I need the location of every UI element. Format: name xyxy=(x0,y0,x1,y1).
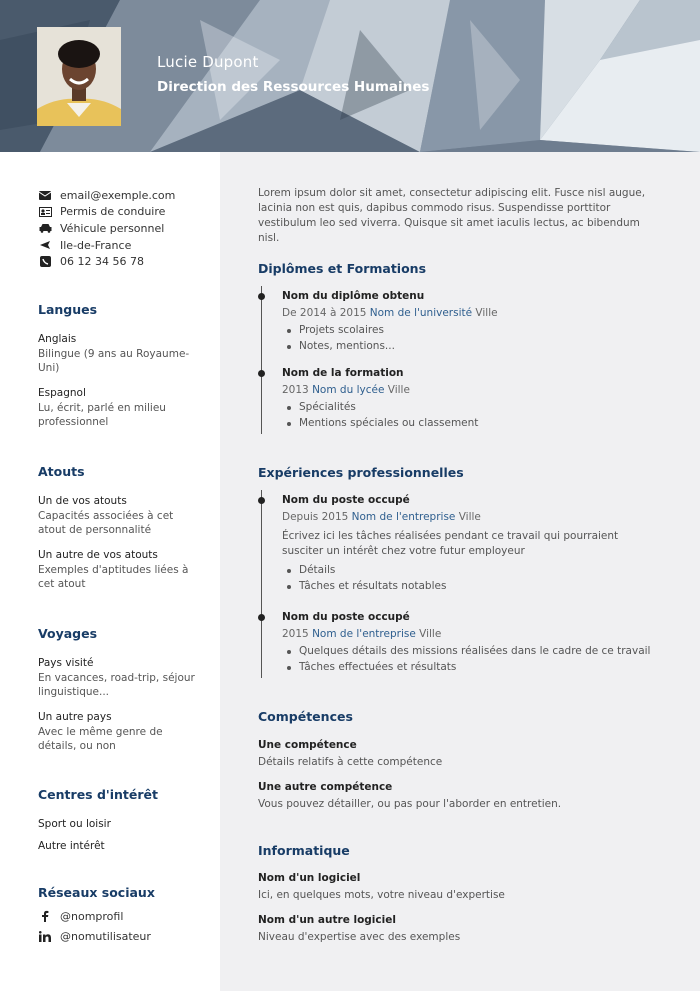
section-title: Voyages xyxy=(38,626,98,641)
timeline-dot xyxy=(258,614,265,621)
asset-item: Un autre de vos atouts Exemples d'aptitudes liées à cet atout xyxy=(38,549,189,590)
interests-section xyxy=(38,787,203,852)
skills-title: Compétences xyxy=(258,709,353,724)
experience-title: Expériences professionnelles xyxy=(258,465,464,480)
envelope-icon xyxy=(38,189,52,201)
contact-location: Ile-de-France xyxy=(38,237,175,254)
it-title: Informatique xyxy=(258,843,350,858)
person-name: Lucie Dupont xyxy=(157,53,259,71)
education-entry: Nom du diplôme obtenu De 2014 à 2015 Nom de l'université Ville Projets scolaires Notes, mentions... xyxy=(282,290,662,354)
contact-phone[interactable]: 06 12 34 56 78 xyxy=(38,253,175,270)
software-item: Nom d'un autre logiciel Niveau d'expertise avec des exemples xyxy=(258,914,461,943)
timeline-dot xyxy=(258,370,265,377)
interest-item: Sport ou loisir xyxy=(38,818,111,830)
travel-item: Pays visité En vacances, road-trip, séjour linguistique... xyxy=(38,657,195,698)
job-title: Direction des Ressources Humaines xyxy=(157,79,430,95)
travels-section xyxy=(38,626,203,753)
education-title: Diplômes et Formations xyxy=(258,261,427,276)
profile-photo xyxy=(37,27,121,126)
travel-item: Un autre pays Avec le même genre de détails, ou non xyxy=(38,711,163,752)
social-section xyxy=(38,885,203,945)
skill-item: Une compétence Détails relatifs à cette compétence xyxy=(258,739,443,768)
timeline-dot xyxy=(258,293,265,300)
software-item: Nom d'un logiciel Ici, en quelques mots, votre niveau d'expertise xyxy=(258,872,505,901)
section-title: Atouts xyxy=(38,464,85,479)
contact-license: Permis de conduire xyxy=(38,204,175,221)
timeline-dot xyxy=(258,497,265,504)
contact-email[interactable]: email@exemple.com xyxy=(38,187,175,204)
social-linkedin[interactable]: @nomutilisateur xyxy=(38,929,203,946)
header-banner xyxy=(0,0,700,152)
facebook-icon xyxy=(38,910,52,922)
plane-icon xyxy=(38,239,52,251)
asset-item: Un de vos atouts Capacités associées à cet atout de personnalité xyxy=(38,495,174,536)
language-item: Anglais Bilingue (9 ans au Royaume-Uni) xyxy=(38,333,190,374)
main-content xyxy=(220,152,700,991)
interest-item: Autre intérêt xyxy=(38,840,105,852)
linkedin-icon xyxy=(38,931,52,943)
assets-section xyxy=(38,464,203,591)
social-facebook[interactable]: @nomprofil xyxy=(38,908,203,925)
section-title: Langues xyxy=(38,302,98,317)
experience-entry: Nom du poste occupé 2015 Nom de l'entreprise Ville Quelques détails des missions réalisées dans le cadre de ce travail Tâches effectuées et résultats xyxy=(282,611,662,675)
language-item: Espagnol Lu, écrit, parlé en milieu professionnel xyxy=(38,387,166,428)
education-entry: Nom de la formation 2013 Nom du lycée Ville Spécialités Mentions spéciales ou classement xyxy=(282,367,662,431)
languages-section xyxy=(38,302,203,429)
experience-entry: Nom du poste occupé Depuis 2015 Nom de l'entreprise Ville Écrivez ici les tâches réalisées pendant ce travail qui pourraient susciter un intérêt chez votre futur employeur Détails Tâches et résultats notables xyxy=(282,494,662,594)
skill-item: Une autre compétence Vous pouvez détailler, ou pas pour l'aborder en entretien. xyxy=(258,781,562,810)
contact-list xyxy=(38,187,175,270)
id-card-icon xyxy=(38,206,52,218)
intro-text: Lorem ipsum dolor sit amet, consectetur adipiscing elit. Fusce nisl augue, lacinia non est quis, dapibus commodo risus. Suspendisse porttitor vestibulum leo sed viverra. Quisque sit amet iaculis lectus, ac bibendum nisl. xyxy=(258,187,646,244)
car-icon xyxy=(38,222,52,234)
phone-icon xyxy=(38,256,52,268)
sidebar xyxy=(0,152,220,991)
experience-timeline xyxy=(261,490,262,678)
section-title: Réseaux sociaux xyxy=(38,885,155,900)
contact-vehicle: Véhicule personnel xyxy=(38,220,175,237)
education-timeline xyxy=(261,286,262,434)
section-title: Centres d'intérêt xyxy=(38,787,158,802)
